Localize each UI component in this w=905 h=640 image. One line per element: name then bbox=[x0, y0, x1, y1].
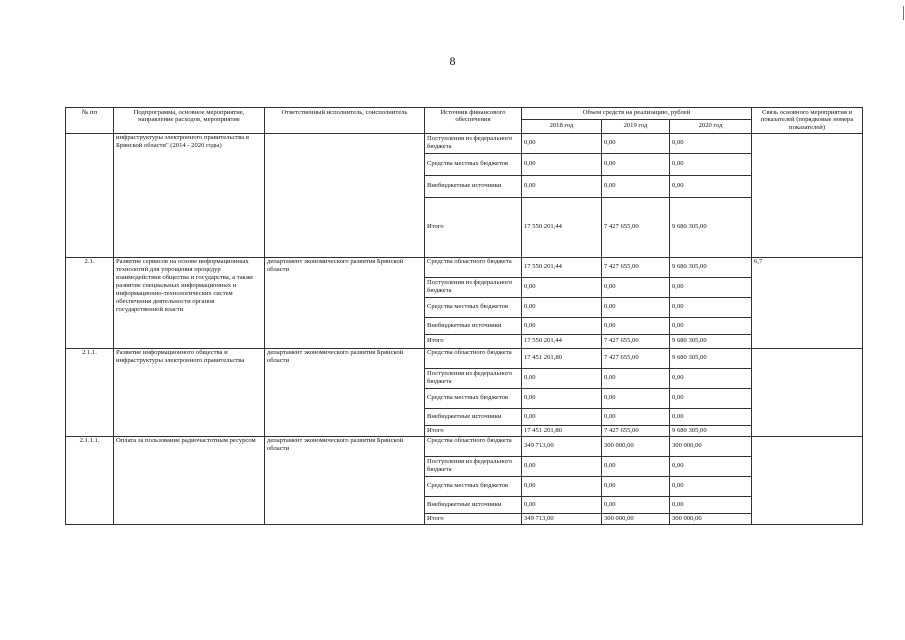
measure-name: инфраструктуры электронного правительства в Брянской области" (2014 - 2020 годы) bbox=[114, 133, 265, 257]
amount-2020: 0,00 bbox=[670, 496, 752, 513]
amount-2018: 17 550 201,44 bbox=[522, 257, 602, 277]
funding-source: Внебюджетные источники bbox=[425, 496, 522, 513]
amount-2019: 0,00 bbox=[602, 133, 670, 153]
budget-table bbox=[65, 107, 863, 525]
funding-source: Средства областного бюджета bbox=[425, 348, 522, 368]
header-year-2018: 2018 год bbox=[522, 119, 602, 133]
amount-2019: 7 427 655,00 bbox=[602, 425, 670, 436]
funding-source: Поступления из федерального бюджета bbox=[425, 456, 522, 476]
amount-2018: 17 451 201,80 bbox=[522, 348, 602, 368]
amount-2020: 0,00 bbox=[670, 153, 752, 175]
funding-source: Внебюджетные источники bbox=[425, 175, 522, 197]
amount-2019: 300 000,00 bbox=[602, 436, 670, 456]
measure-name: Развитие сервисов на основе информационных технологий для упрощения процедур взаимодействия общества и государства, а также развитие специальных информационных и информационно-технологических систем обеспечения деятельности органов государственной власти bbox=[114, 257, 265, 348]
amount-2020: 300 000,00 bbox=[670, 513, 752, 524]
amount-2018: 17 550 201,44 bbox=[522, 334, 602, 348]
amount-2018: 17 550 201,44 bbox=[522, 197, 602, 257]
amount-2019: 0,00 bbox=[602, 368, 670, 388]
indicator-link bbox=[752, 436, 863, 524]
funding-source: Поступления из федерального бюджета bbox=[425, 277, 522, 297]
header-link: Связь основного мероприятия и показателей (порядковые номера показателей) bbox=[752, 108, 863, 134]
funding-source: Средства местных бюджетов bbox=[425, 297, 522, 317]
row-number: 2.1.1. bbox=[66, 348, 114, 436]
amount-2020: 9 680 305,00 bbox=[670, 348, 752, 368]
table-row bbox=[66, 436, 863, 456]
responsible-executor bbox=[265, 133, 425, 257]
funding-source: Средства местных бюджетов bbox=[425, 388, 522, 408]
page-number: 8 bbox=[449, 54, 456, 68]
measure-name: Оплата за пользование радиочастотным ресурсом bbox=[114, 436, 265, 524]
header-year-2019: 2019 год bbox=[602, 119, 670, 133]
amount-2020: 9 680 305,00 bbox=[670, 334, 752, 348]
amount-2019: 0,00 bbox=[602, 456, 670, 476]
amount-2018: 349 713,00 bbox=[522, 513, 602, 524]
funding-source: Внебюджетные источники bbox=[425, 408, 522, 425]
table-row bbox=[66, 133, 863, 153]
amount-2020: 0,00 bbox=[670, 368, 752, 388]
amount-2020: 0,00 bbox=[670, 133, 752, 153]
amount-2020: 0,00 bbox=[670, 317, 752, 334]
funding-source: Итого bbox=[425, 197, 522, 257]
table-header bbox=[66, 108, 863, 134]
header-volume: Объем средств на реализацию, рублей bbox=[522, 108, 752, 120]
amount-2019: 0,00 bbox=[602, 408, 670, 425]
indicator-link bbox=[752, 348, 863, 436]
amount-2019: 0,00 bbox=[602, 496, 670, 513]
amount-2018: 0,00 bbox=[522, 133, 602, 153]
header-source: Источник финансового обеспечения bbox=[425, 108, 522, 134]
amount-2019: 7 427 655,00 bbox=[602, 197, 670, 257]
funding-source: Итого bbox=[425, 334, 522, 348]
header-name: Подпрограмма, основное мероприятие, направление расходов, мероприятие bbox=[114, 108, 265, 134]
amount-2019: 7 427 655,00 bbox=[602, 257, 670, 277]
funding-source: Средства областного бюджета bbox=[425, 257, 522, 277]
amount-2018: 0,00 bbox=[522, 175, 602, 197]
amount-2018: 0,00 bbox=[522, 388, 602, 408]
amount-2020: 0,00 bbox=[670, 456, 752, 476]
indicator-link bbox=[752, 133, 863, 257]
amount-2018: 0,00 bbox=[522, 368, 602, 388]
amount-2019: 0,00 bbox=[602, 388, 670, 408]
responsible-executor: департамент экономического развития Брянской области bbox=[265, 348, 425, 436]
amount-2019: 7 427 655,00 bbox=[602, 334, 670, 348]
amount-2020: 0,00 bbox=[670, 277, 752, 297]
table-body bbox=[66, 133, 863, 524]
amount-2019: 0,00 bbox=[602, 175, 670, 197]
amount-2018: 0,00 bbox=[522, 456, 602, 476]
funding-source: Поступления из федерального бюджета bbox=[425, 133, 522, 153]
amount-2018: 0,00 bbox=[522, 408, 602, 425]
amount-2018: 0,00 bbox=[522, 277, 602, 297]
funding-source: Внебюджетные источники bbox=[425, 317, 522, 334]
funding-source: Средства местных бюджетов bbox=[425, 153, 522, 175]
amount-2019: 7 427 655,00 bbox=[602, 348, 670, 368]
amount-2019: 0,00 bbox=[602, 297, 670, 317]
row-number bbox=[66, 133, 114, 257]
amount-2018: 0,00 bbox=[522, 153, 602, 175]
amount-2020: 9 680 305,00 bbox=[670, 425, 752, 436]
indicator-link: 6,7 bbox=[752, 257, 863, 348]
row-number: 2.1.1.1. bbox=[66, 436, 114, 524]
funding-source: Итого bbox=[425, 513, 522, 524]
header-year-2020: 2020 год bbox=[670, 119, 752, 133]
amount-2018: 0,00 bbox=[522, 476, 602, 496]
header-num: № пп bbox=[66, 108, 114, 134]
amount-2019: 0,00 bbox=[602, 277, 670, 297]
funding-source: Поступления из федерального бюджета bbox=[425, 368, 522, 388]
table-row bbox=[66, 257, 863, 277]
amount-2019: 0,00 bbox=[602, 317, 670, 334]
amount-2020: 0,00 bbox=[670, 476, 752, 496]
row-number: 2.1. bbox=[66, 257, 114, 348]
amount-2020: 9 680 305,00 bbox=[670, 257, 752, 277]
amount-2020: 9 680 305,00 bbox=[670, 197, 752, 257]
responsible-executor: департамент экономического развития Брянской области bbox=[265, 257, 425, 348]
amount-2020: 300 000,00 bbox=[670, 436, 752, 456]
amount-2020: 0,00 bbox=[670, 175, 752, 197]
amount-2018: 0,00 bbox=[522, 317, 602, 334]
funding-source: Средства областного бюджета bbox=[425, 436, 522, 456]
amount-2018: 17 451 201,80 bbox=[522, 425, 602, 436]
amount-2020: 0,00 bbox=[670, 297, 752, 317]
header-executor: Ответственный исполнитель, соисполнитель bbox=[265, 108, 425, 134]
amount-2019: 0,00 bbox=[602, 153, 670, 175]
amount-2020: 0,00 bbox=[670, 388, 752, 408]
measure-name: Развитие информационного общества и инфраструктуры электронного правительства bbox=[114, 348, 265, 436]
amount-2018: 349 713,00 bbox=[522, 436, 602, 456]
amount-2019: 300 000,00 bbox=[602, 513, 670, 524]
amount-2018: 0,00 bbox=[522, 496, 602, 513]
amount-2018: 0,00 bbox=[522, 297, 602, 317]
scan-edge-mark bbox=[903, 6, 904, 20]
amount-2019: 0,00 bbox=[602, 476, 670, 496]
amount-2020: 0,00 bbox=[670, 408, 752, 425]
funding-source: Итого bbox=[425, 425, 522, 436]
table-row bbox=[66, 348, 863, 368]
funding-source: Средства местных бюджетов bbox=[425, 476, 522, 496]
responsible-executor: департамент экономического развития Брянской области bbox=[265, 436, 425, 524]
